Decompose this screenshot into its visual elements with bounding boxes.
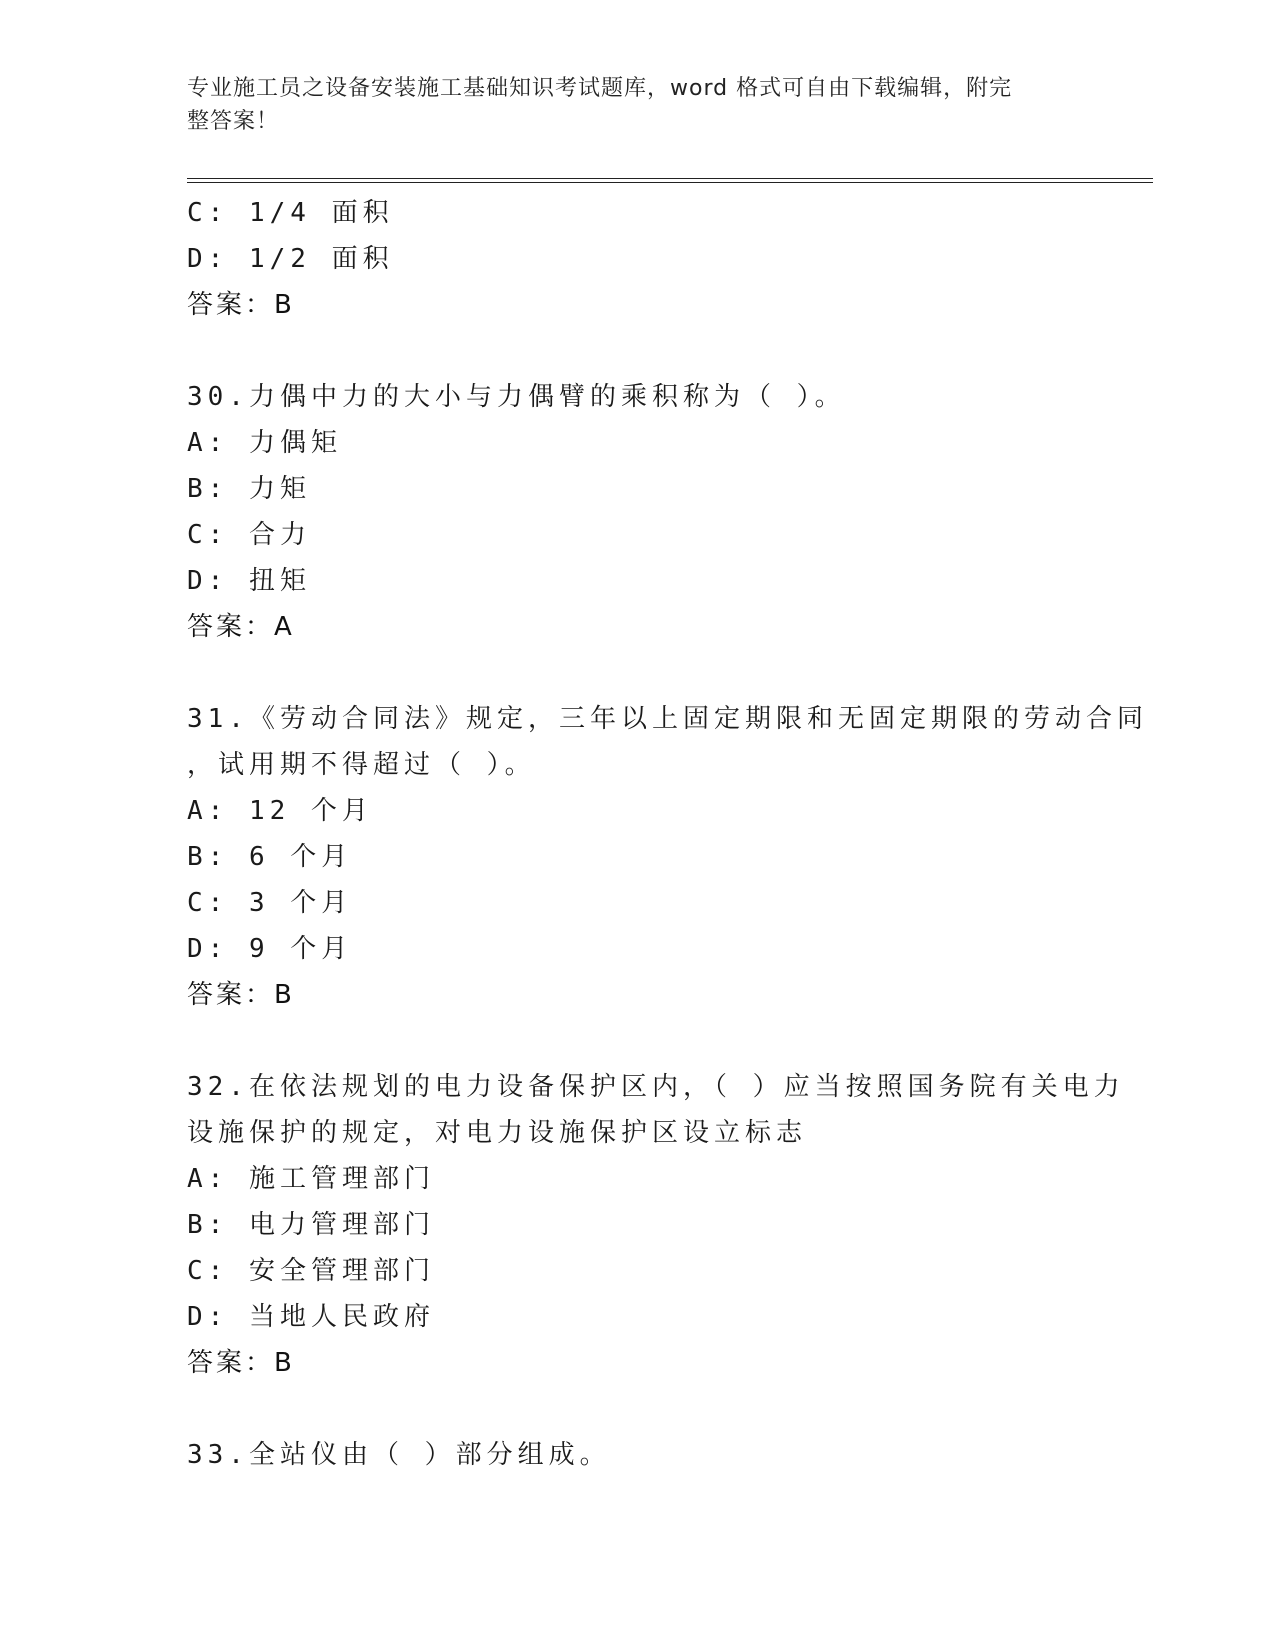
- header-line-1: 专业施工员之设备安装施工基础知识考试题库，word 格式可自由下载编辑，附完: [187, 76, 1013, 101]
- option-c: C: 3 个月: [187, 888, 353, 918]
- question-text: 33.全站仪由（ ）部分组成。: [187, 1440, 611, 1470]
- option-c: C: 1/4 面积: [187, 198, 394, 228]
- question-32: [187, 1064, 1125, 1386]
- header-rule-bottom: [187, 182, 1153, 183]
- option-d: D: 1/2 面积: [187, 244, 394, 274]
- option-b: B: 电力管理部门: [187, 1210, 435, 1240]
- option-c: C: 安全管理部门: [187, 1256, 435, 1286]
- question-text-line-2: 设施保护的规定，对电力设施保护区设立标志: [187, 1118, 808, 1148]
- option-a: A: 施工管理部门: [187, 1164, 435, 1194]
- option-d: D: 扭矩: [187, 566, 311, 596]
- question-30: [187, 374, 1087, 650]
- question-list: [187, 190, 1148, 1478]
- option-d: D: 9 个月: [187, 934, 353, 964]
- question-29-tail: [187, 190, 1087, 328]
- document-header: [187, 72, 1067, 138]
- option-d: D: 当地人民政府: [187, 1302, 435, 1332]
- question-text-line-1: 31.《劳动合同法》规定，三年以上固定期限和无固定期限的劳动合同: [187, 704, 1148, 734]
- header-line-2: 整答案！: [187, 109, 280, 134]
- option-b: B: 6 个月: [187, 842, 353, 872]
- question-text-line-1: 32.在依法规划的电力设备保护区内，（ ）应当按照国务院有关电力: [187, 1072, 1125, 1102]
- answer-line: 答案：B: [187, 1348, 295, 1378]
- question-text-line-2: ，试用期不得超过（ ）。: [187, 750, 536, 780]
- question-text: 30.力偶中力的大小与力偶臂的乘积称为（ ）。: [187, 382, 846, 412]
- question-33: [187, 1432, 1087, 1478]
- option-b: B: 力矩: [187, 474, 311, 504]
- header-rule-top: [187, 178, 1153, 179]
- answer-line: 答案：B: [187, 290, 295, 320]
- answer-line: 答案：B: [187, 980, 295, 1010]
- option-c: C: 合力: [187, 520, 311, 550]
- question-31: [187, 696, 1148, 1018]
- answer-line: 答案：A: [187, 612, 295, 642]
- option-a: A: 12 个月: [187, 796, 373, 826]
- option-a: A: 力偶矩: [187, 428, 342, 458]
